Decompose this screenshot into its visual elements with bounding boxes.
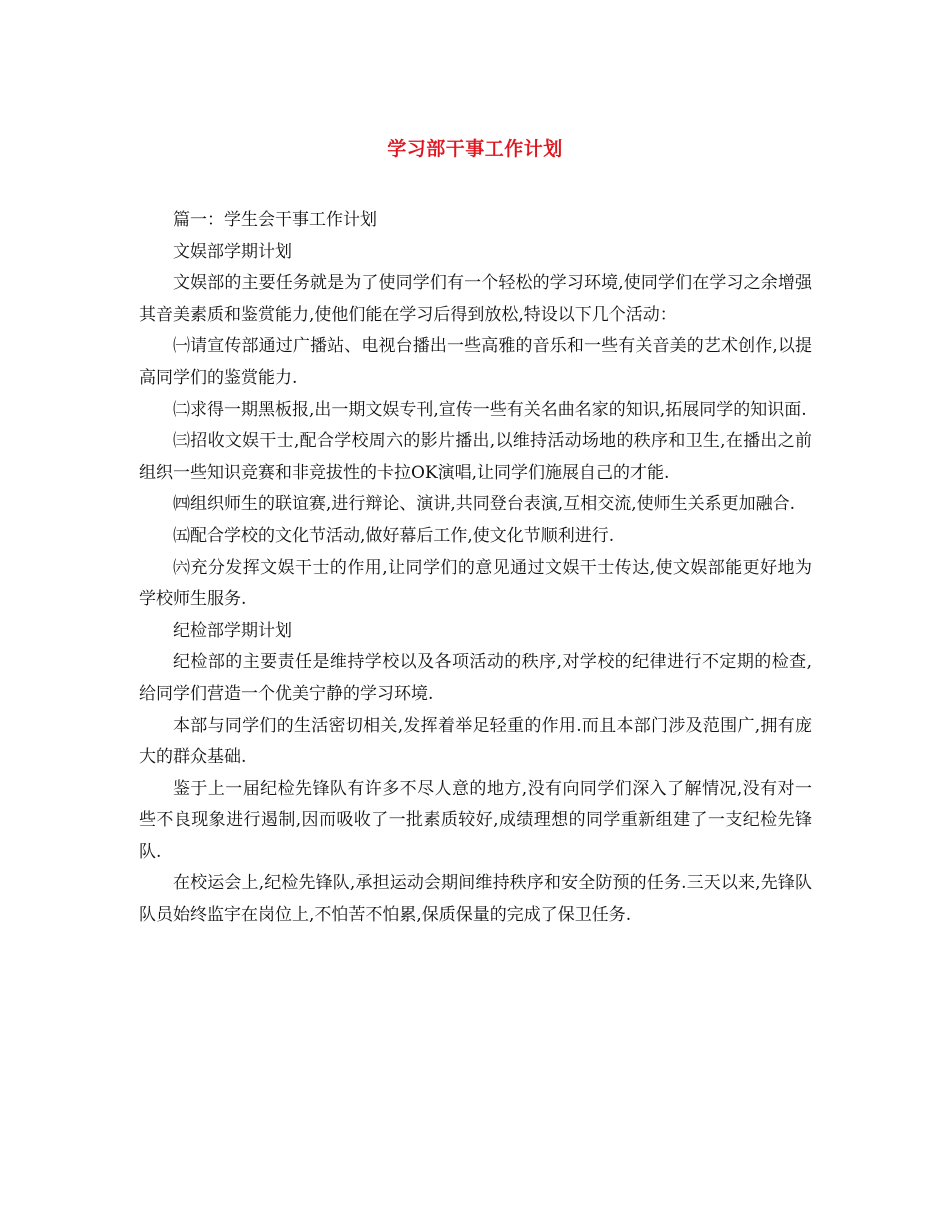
- section-heading-jijian: 纪检部学期计划: [173, 620, 292, 641]
- list-item-2: ㈡求得一期黑板报,出一期文娱专刊,宣传一些有关名曲名家的知识,拓展同学的知识面.: [173, 399, 807, 420]
- document-title: 学习部干事工作计划: [387, 138, 563, 160]
- paragraph-13: 鉴于上一届纪检先锋队有许多不尽人意的地方,没有向同学们深入了解情况,没有对一些不良现象进行遏制,因而吸收了一批素质较好,成绩理想的同学重新组建了一支纪检先锋队.: [139, 778, 812, 862]
- list-item-1: ㈠请宣传部通过广播站、电视台播出一些高雅的音乐和一些有关音美的艺术创作,以提高同学们的鉴赏能力.: [139, 336, 812, 388]
- paragraph-1: 篇一：学生会干事工作计划: [173, 210, 377, 230]
- list-item-3: ㈢招收文娱干士,配合学校周六的影片播出,以维持活动场地的秩序和卫生,在播出之前组织一些知识竞赛和非竞拔性的卡拉OK演唱,让同学们施展自己的才能.: [139, 431, 812, 483]
- paragraph-14: 在校运会上,纪检先锋队,承担运动会期间维持秩序和安全防预的任务.三天以来,先锋队队员始终监宇在岗位上,不怕苦不怕累,保质保量的完成了保卫任务.: [139, 873, 812, 926]
- section-heading-wenyu: 文娱部学期计划: [173, 241, 292, 262]
- paragraph-12: 本部与同学们的生活密切相关,发挥着举足轻重的作用.而且本部门涉及范围广,拥有庞大的群众基础.: [139, 715, 812, 768]
- list-item-4: ㈣组织师生的联谊赛,进行辩论、演讲,共同登台表演,互相交流,使师生关系更加融合.: [173, 494, 796, 515]
- document-body: [139, 205, 812, 932]
- list-item-5: ㈤配合学校的文化节活动,做好幕后工作,使文化节顺利进行.: [173, 525, 615, 546]
- paragraph-11: 纪检部的主要责任是维持学校以及各项活动的秩序,对学校的纪律进行不定期的检查,给同学们营造一个优美宁静的学习环境.: [139, 652, 812, 704]
- list-item-6: ㈥充分发挥文娱干士的作用,让同学们的意见通过文娱干士传达,使文娱部能更好地为学校师生服务.: [139, 557, 812, 610]
- paragraph-3: 文娱部的主要任务就是为了使同学们有一个轻松的学习环境,使同学们在学习之余增强其音美素质和鉴赏能力,使他们能在学习后得到放松,特设以下几个活动：: [139, 273, 812, 325]
